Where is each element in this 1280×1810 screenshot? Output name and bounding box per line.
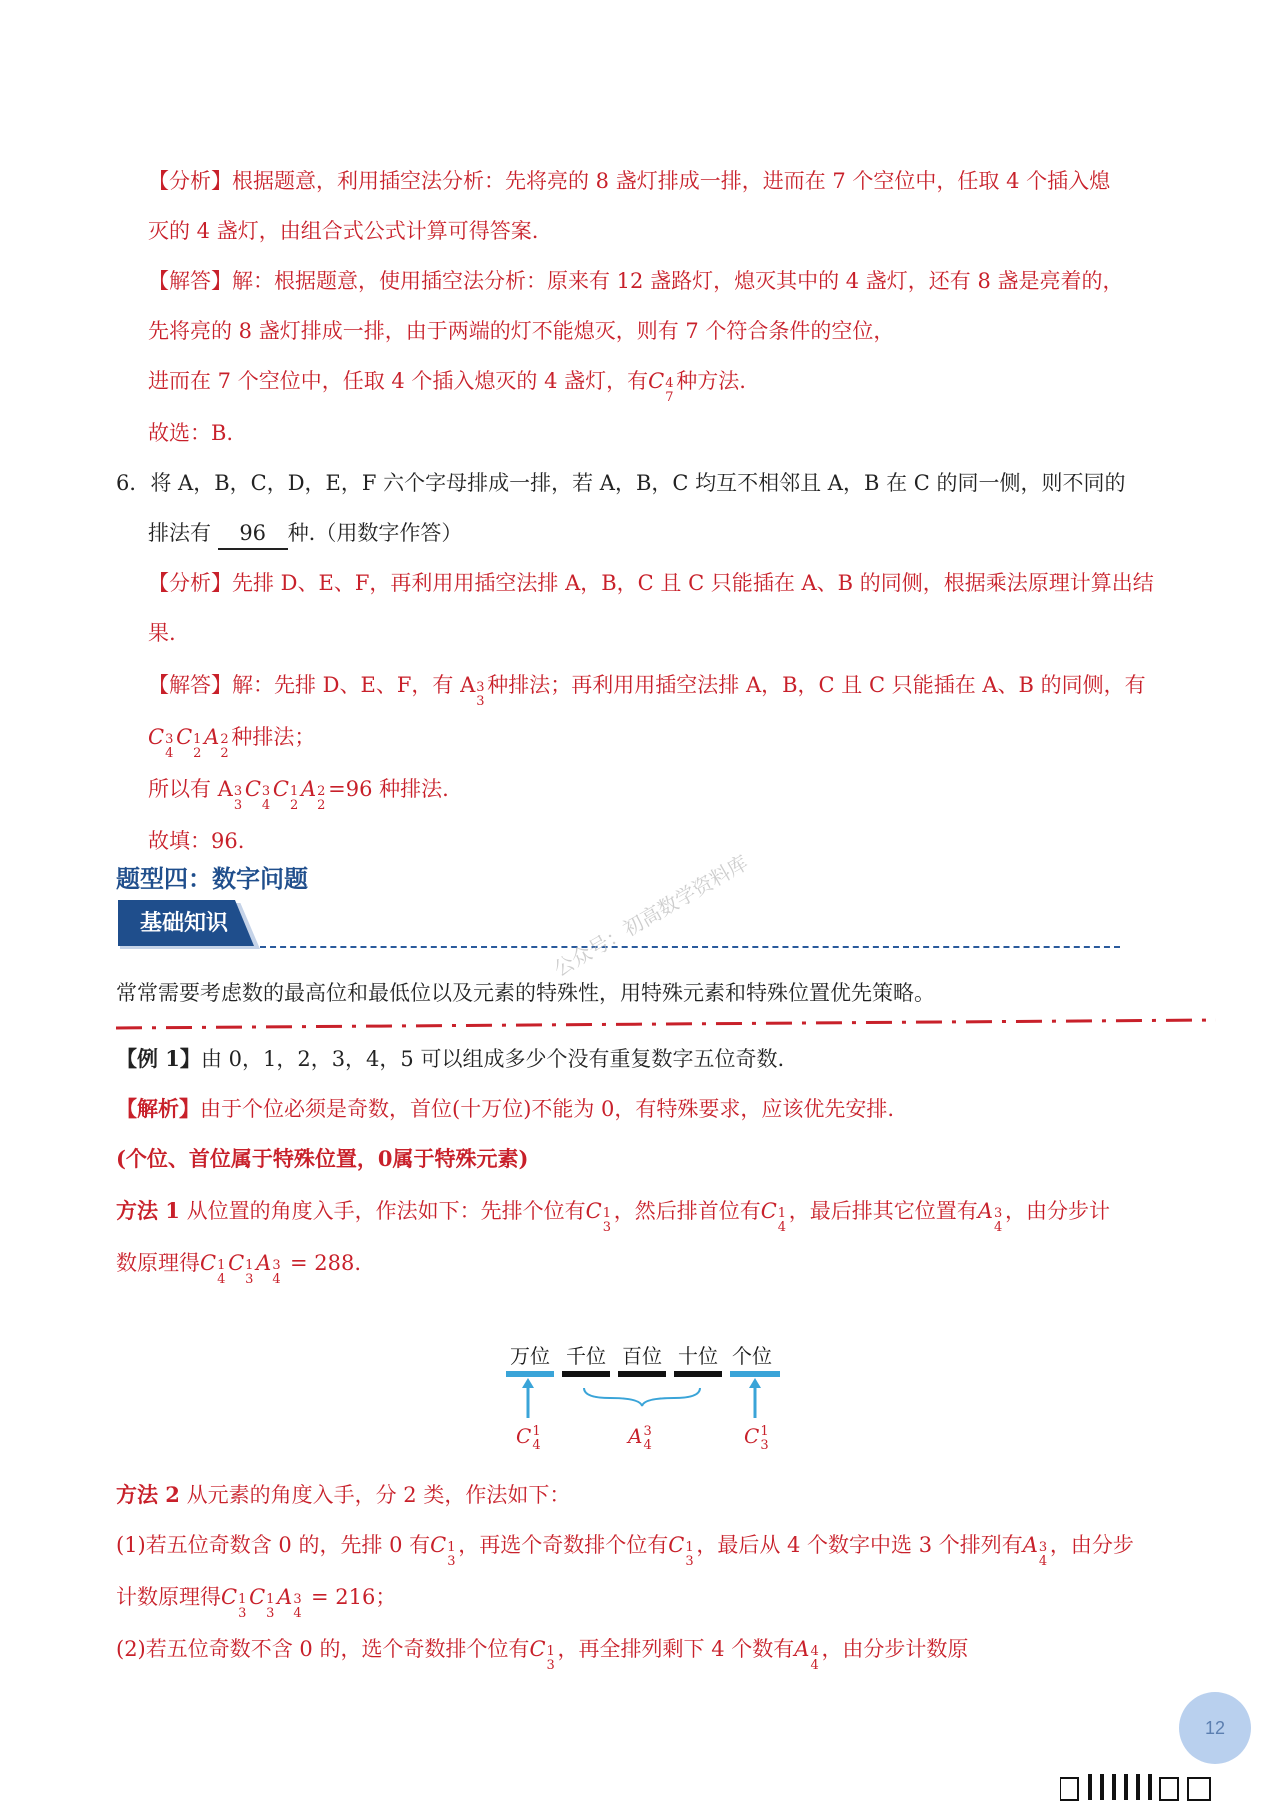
q6-solution-line-1: 【解答】解：先排 D、E、F，有 A 3 3 种排法；再利用用插空法排 A，B，C 且 C 只能插在 A、B 的同侧，有 bbox=[148, 673, 1146, 709]
tip-text: 常常需要考虑数的最高位和最低位以及元素的特殊性，用特殊元素和特殊位置优先策略。 bbox=[116, 981, 935, 1005]
solution-line-2: 先将亮的 8 盏灯排成一排，由于两端的灯不能熄灭，则有 7 个符合条件的空位， bbox=[148, 319, 895, 343]
example-1-analysis: 【解析】由于个位必须是奇数，首位(十万位)不能为 0，有特殊要求，应该优先安排. bbox=[116, 1096, 895, 1121]
q6-answer: 故填：96. bbox=[148, 829, 245, 853]
pos-label-4: 个位 bbox=[732, 1344, 772, 1368]
question-6-line-1: 6．将 A，B，C，D，E，F 六个字母排成一排，若 A，B，C 均互不相邻且 A，B 在 C 的同一侧，则不同的 bbox=[116, 471, 1126, 495]
analysis-line-1: 【分析】根据题意，利用插空法分析：先将亮的 8 盏灯排成一排，进而在 7 个空位中，任取 4 个插入熄 bbox=[148, 169, 1111, 193]
red-dash-divider bbox=[116, 1018, 1226, 1032]
decorative-bars-icon bbox=[1060, 1770, 1260, 1804]
case-1-line-1: (1)若五位奇数含 0 的，先排 0 有C 1 3 ，再选个奇数排个位有C 1 3 ，最后从 4 个数字中选 3 个排列有A 3 4 ，由分步 bbox=[116, 1533, 1134, 1569]
method-1-line-2: 数原理得C 1 4 C 1 3 A 3 4 = 288. bbox=[116, 1251, 362, 1287]
pos-label-3: 十位 bbox=[678, 1344, 718, 1368]
answer-blank: 96 bbox=[218, 518, 288, 550]
q6-analysis-line-1: 【分析】先排 D、E、F，再利用用插空法排 A，B，C 且 C 只能插在 A、B 的同侧，根据乘法原理计算出结 bbox=[148, 571, 1154, 595]
special-note: (个位、首位属于特殊位置，0属于特殊元素) bbox=[116, 1146, 529, 1171]
q6-solution-line-2: C 3 4 C 1 2 A 2 2 种排法； bbox=[148, 725, 316, 761]
question-6-line-2: 排法有 96 种.（用数字作答） bbox=[148, 518, 462, 550]
banner-divider bbox=[260, 946, 1120, 948]
position-diagram bbox=[500, 1340, 800, 1453]
case-2-line-1: (2)若五位奇数不含 0 的，选个奇数排个位有C 1 3 ，再全排列剩下 4 个数有A 4 4 ，由分步计数原 bbox=[116, 1637, 969, 1673]
q6-solution-line-3: 所以有 A 3 3 C 3 4 C 1 2 A 2 2 =96 种排法. bbox=[148, 777, 449, 813]
banner-label: 基础知识 bbox=[140, 911, 229, 936]
answer-choice: 故选：B. bbox=[148, 421, 234, 445]
example-1: 【例 1】由 0，1，2，3，4，5 可以组成多少个没有重复数字五位奇数. bbox=[116, 1046, 785, 1071]
solution-line-3: 进而在 7 个空位中，任取 4 个插入熄灭的 4 盏灯，有C 4 7 种方法. bbox=[148, 369, 746, 405]
method-1-line-1: 方法 1 从位置的角度入手，作法如下：先排个位有C 1 3 ，然后排首位有C 1 4 ，最后排其它位置有A 3 4 ，由分步计 bbox=[116, 1198, 1110, 1235]
case-1-line-2: 计数原理得C 1 3 C 1 3 A 3 4 = 216； bbox=[116, 1585, 397, 1621]
solution-line-1: 【解答】解：根据题意，使用插空法分析：原来有 12 盏路灯，熄灭其中的 4 盏灯，还有 8 盏是亮着的， bbox=[148, 269, 1124, 293]
right-count: C 1 3 bbox=[744, 1424, 769, 1453]
pos-label-0: 万位 bbox=[510, 1344, 550, 1368]
middle-count: A 3 4 bbox=[628, 1424, 652, 1453]
method-2-line: 方法 2 从元素的角度入手，分 2 类，作法如下： bbox=[116, 1482, 571, 1507]
analysis-line-2: 灭的 4 盏灯，由组合式公式计算可得答案. bbox=[148, 219, 539, 243]
watermark-text: 公众号：初高数学资料库 bbox=[549, 850, 753, 982]
page-number: 12 bbox=[1179, 1692, 1251, 1764]
q6-analysis-line-2: 果. bbox=[148, 621, 176, 645]
section-title: 题型四：数字问题 bbox=[116, 865, 308, 893]
pos-label-1: 千位 bbox=[566, 1344, 606, 1368]
pos-label-2: 百位 bbox=[622, 1344, 662, 1368]
left-count: C 1 4 bbox=[516, 1424, 541, 1453]
